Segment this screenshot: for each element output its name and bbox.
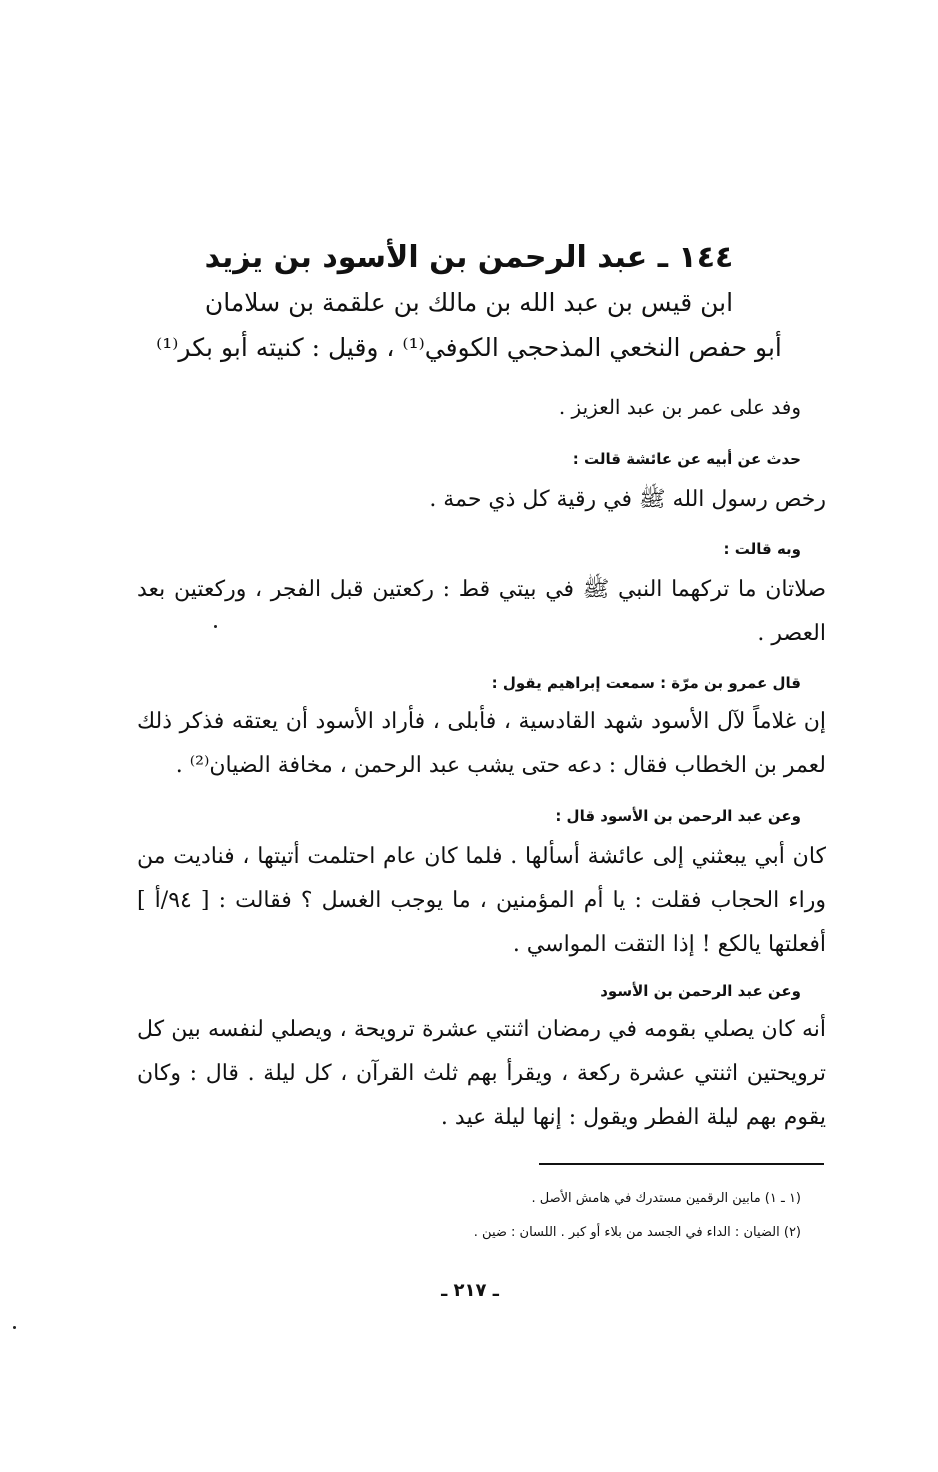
narration-text-3: إن غلاماً لآل الأسود شهد القادسية ، فأبلى ، فأراد الأسود أن يعتقه فذكر ذلك لعمر بن الخطاب فقال : دعه حتى يشب عبد الرحمن ، مخافة الضيان⁽²⁾ . [137,709,827,778]
narration-text-4: كان أبي يبعثني إلى عائشة أسألها . فلما كان عام احتلمت أتيتها ، فناديت من وراء الحجاب فقلت : يا أم المؤمنين ، ما يوجب الغسل ؟ فقالت : [ ٩٤/أ ] أفعلتها يالكع ! إذا التقت المواسي . [137,844,827,957]
entry-lineage: ابن قيس بن عبد الله بن مالك بن علقمة بن سلامان [204,288,734,317]
narration-heading-3: قال عمرو بن مرّة : سمعت إبراهيم يقول : [491,674,801,692]
narration-text-5: أنه كان يصلي بقومه في رمضان اثنتي عشرة ترويحة ، ويصلي لنفسه بين كل ترويحتين اثنتي عشرة ركعة ، ويقرأ بهم ثلث القرآن ، كل ليلة . قال : وكان يقوم بهم ليلة الفطر ويقول : إنها ليلة عيد . [137,1017,826,1130]
narration-heading-2: وبه قالت : [723,540,801,558]
page-number: ـ ٢١٧ ـ [441,1280,499,1301]
scan-speck [13,1326,16,1329]
entry-title: ١٤٤ ـ عبد الرحمن بن الأسود بن يزيد [204,240,734,275]
footnote-2: (٢) الضيان : الداء في الجسد من بلاء أو كبر . اللسان : ضين . [473,1225,801,1240]
narration-heading-5: وعن عبد الرحمن بن الأسود [600,982,801,1000]
entry-kunya: أبو حفص النخعي المذحجي الكوفي⁽¹⁾ ، وقيل : كنيته أبو بكر⁽¹⁾ [156,333,782,362]
narration-text-1: رخص رسول الله ﷺ في رقية كل ذي حمة . [429,487,826,512]
footnote-1: (١ ـ ١) مابين الرقمين مستدرك في هامش الأصل . [531,1191,801,1206]
narration-text-2: صلاتان ما تركهما النبي ﷺ في بيتي قط : ركعتين قبل الفجر ، وركعتين بعد العصر . [137,577,826,646]
scan-speck [214,625,217,628]
wafd-line: وفد على عمر بن عبد العزيز . [558,395,801,419]
narration-heading-4: وعن عبد الرحمن بن الأسود قال : [555,807,801,825]
narration-heading-1: حدث عن أبيه عن عائشة قالت : [572,450,801,468]
footnote-separator [539,1163,824,1165]
